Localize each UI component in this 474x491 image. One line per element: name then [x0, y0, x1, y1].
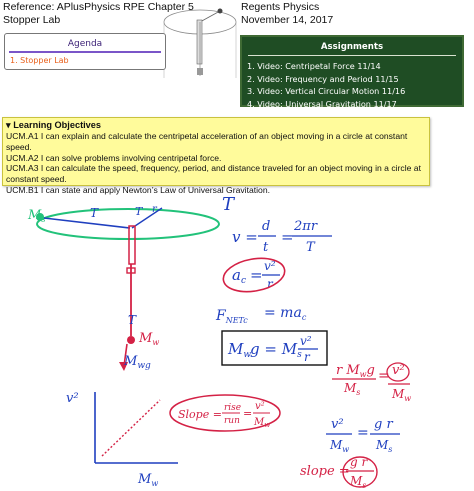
- assignment-item: 4. Video: Universal Gravitation 11/17: [247, 98, 397, 109]
- best-fit-line: [102, 400, 160, 456]
- slope-v2: v²: [255, 401, 265, 412]
- disclosure-triangle-icon[interactable]: ▾: [6, 120, 11, 130]
- rmw-numerator: r $M_wg$: [336, 363, 375, 379]
- rmw-equals: =: [378, 368, 390, 384]
- reference-text: Reference: APlusPhysics RPE Chapter 5: [3, 1, 194, 13]
- fnet-rhs: = $ma_c$: [264, 305, 307, 322]
- orbit-diagram: [27, 204, 219, 371]
- key-equation-v2: v²: [300, 334, 312, 348]
- rmw-v2: v²: [392, 363, 405, 378]
- t-denominator: t: [263, 240, 269, 255]
- slope-equals: =: [243, 407, 253, 420]
- key-equation-lhs: $M_w$: [228, 340, 252, 360]
- agenda-title: Agenda: [67, 39, 103, 49]
- objective-line: UCM.A2 I can solve problems involving centripetal force.: [6, 152, 222, 163]
- slope-result-den: $M_s$: [350, 474, 367, 490]
- assignment-item: 3. Video: Vertical Circular Motion 11/16: [247, 86, 406, 96]
- rmw-denominator-right: $M_w$: [392, 387, 412, 403]
- slope-mw: $M_w$: [254, 417, 271, 429]
- ac-r: r: [267, 277, 273, 291]
- objective-line: UCM.B1 I can state and apply Newton’s Law of Universal Gravitation.: [6, 184, 270, 195]
- course-title: Regents Physics: [241, 1, 320, 13]
- equations: [215, 194, 332, 365]
- ratio-gr: g r: [374, 417, 393, 432]
- graph: [66, 391, 178, 488]
- agenda-item: 1. Stopper Lab: [10, 55, 69, 65]
- y-axis-label: v²: [66, 391, 79, 406]
- speed-lhs: v =: [232, 228, 258, 246]
- key-equation-r: r: [304, 350, 310, 364]
- orbit-ellipse: [37, 209, 219, 239]
- key-equation-middle: $g = M_s$: [250, 340, 302, 360]
- tube-shape: [129, 226, 135, 264]
- tension-label-left: T: [90, 206, 99, 220]
- d-numerator: d: [262, 219, 271, 234]
- date-text: November 14, 2017: [241, 14, 334, 26]
- rmw-denominator: $M_s$: [344, 381, 361, 397]
- assignment-item: 2. Video: Frequency and Period 11/15: [247, 73, 399, 84]
- lab-title: Stopper Lab: [3, 14, 61, 26]
- objective-line: constant speed.: [6, 174, 67, 185]
- weight-label: $M_{wg}$: [124, 354, 151, 371]
- ratio-equals: =: [357, 425, 369, 441]
- mw-label: $M_w$: [139, 331, 160, 347]
- fnet-lhs: $F_{NETc}$: [216, 308, 248, 325]
- ratio-ms: $M_s$: [376, 438, 393, 454]
- assignment-item: 1. Video: Centripetal Force 11/14: [247, 61, 381, 71]
- slope-equation: [170, 395, 280, 431]
- period-symbol: T: [222, 194, 235, 215]
- slope-result-label: slope =: [300, 464, 350, 479]
- objectives-heading: Learning Objectives: [13, 120, 102, 130]
- tension-label-right: T: [135, 205, 143, 218]
- lower-tension-label: T: [128, 313, 137, 327]
- ratio-v2: v²: [331, 417, 344, 432]
- slope-label: Slope =: [178, 408, 222, 421]
- string-to-stopper: [44, 218, 130, 228]
- slope-result-num: g r: [350, 455, 368, 469]
- ac-equals: =: [250, 266, 263, 284]
- equals-sign: =: [281, 228, 294, 246]
- ac-v2: v²: [264, 259, 276, 273]
- run-text: run: [224, 416, 240, 426]
- period-denominator: T: [306, 240, 315, 255]
- x-axis-label: $M_w$: [138, 472, 159, 488]
- slope-result: [300, 455, 377, 490]
- objective-line: UCM.A1 I can explain and calculate the centripetal acceleration of an object moving in a circle at constant speed.: [6, 131, 408, 152]
- rearranged-equation: [332, 363, 411, 403]
- assignments-title: Assignments: [320, 42, 384, 52]
- ms-label: $M_s$: [28, 208, 46, 224]
- ratio-equation: [326, 417, 400, 454]
- objective-line: UCM.A3 I can calculate the speed, frequency, period, and distance traveled for an object moving in a circle at: [6, 163, 421, 174]
- rise-text: rise: [224, 403, 242, 413]
- ratio-mw: $M_w$: [330, 438, 350, 454]
- ac-symbol: $a_c$: [232, 266, 246, 286]
- radius-label: r: [152, 204, 157, 215]
- two-pi-r: 2πr: [294, 219, 318, 234]
- hanging-mass-icon: [127, 336, 135, 344]
